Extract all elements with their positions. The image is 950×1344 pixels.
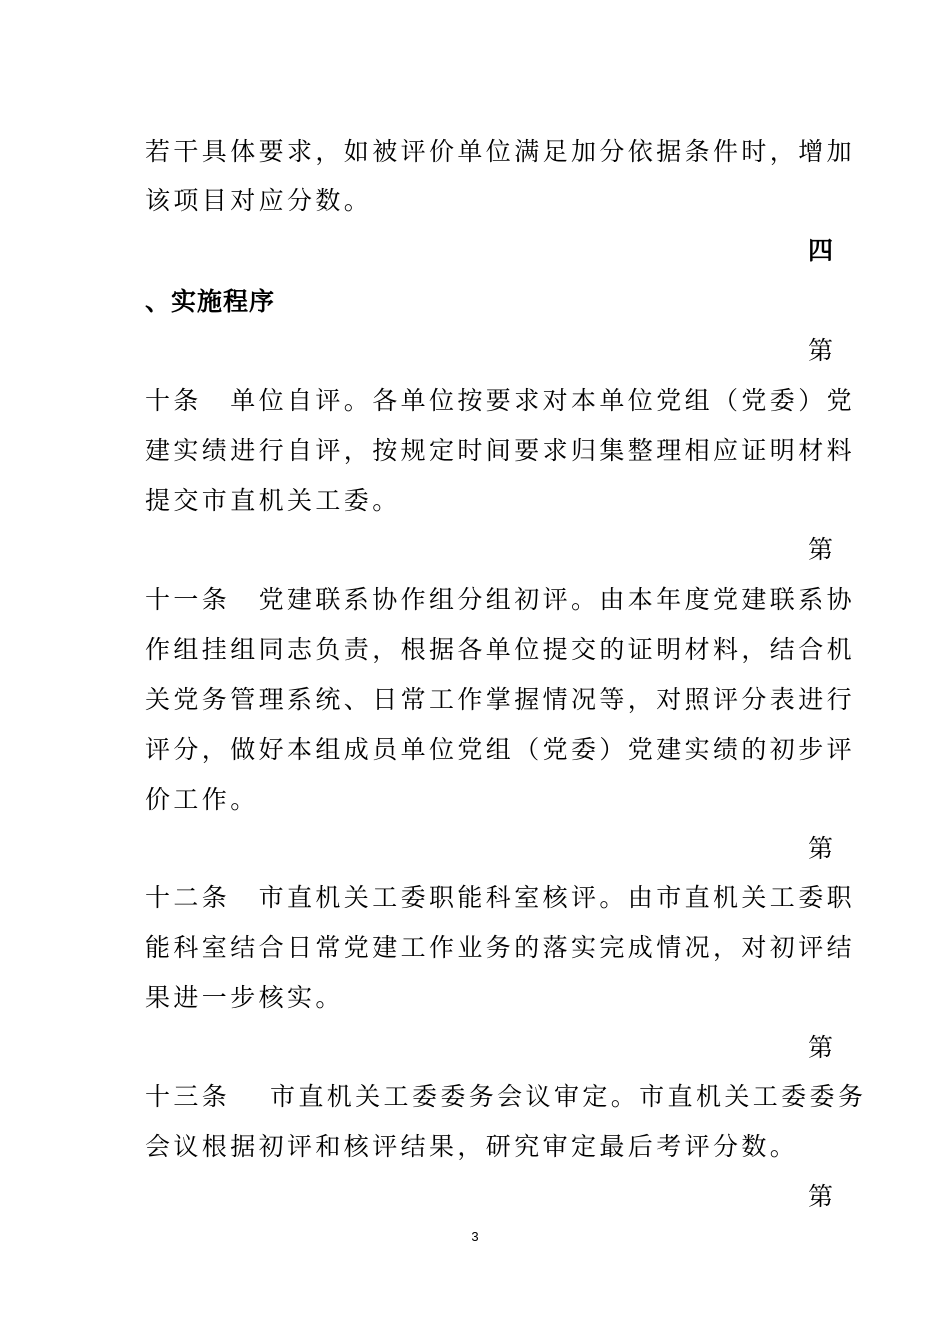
article-prefix: 第 xyxy=(808,1033,834,1062)
paragraph-line: 若干具体要求，如被评价单位满足加分依据条件时，增加 xyxy=(145,137,856,166)
page-number: 3 xyxy=(471,1229,479,1244)
paragraph-line: 关党务管理系统、日常工作掌握情况等，对照评分表进行 xyxy=(145,685,856,714)
paragraph-line: 果进一步核实。 xyxy=(145,983,344,1012)
paragraph-line: 十条 单位自评。各单位按要求对本单位党组（党委）党 xyxy=(145,386,856,415)
paragraph-line: 评分，做好本组成员单位党组（党委）党建实绩的初步评 xyxy=(145,735,856,764)
paragraph-line: 价工作。 xyxy=(145,785,259,814)
article-prefix: 第 xyxy=(808,834,834,863)
article-prefix: 第 xyxy=(808,336,834,365)
article-prefix: 第 xyxy=(808,535,834,564)
article-prefix: 第 xyxy=(808,1182,834,1211)
section-number: 四 xyxy=(808,236,835,265)
paragraph-line: 建实绩进行自评，按规定时间要求归集整理相应证明材料 xyxy=(145,436,856,465)
section-heading: 、实施程序 xyxy=(145,287,276,316)
paragraph-line: 十一条 党建联系协作组分组初评。由本年度党建联系协 xyxy=(145,585,856,614)
paragraph-line: 十三条 市直机关工委委务会议审定。市直机关工委委务 xyxy=(145,1082,867,1111)
paragraph-line: 十二条 市直机关工委职能科室核评。由市直机关工委职 xyxy=(145,883,856,912)
paragraph-line: 提交市直机关工委。 xyxy=(145,486,401,515)
paragraph-line: 会议根据初评和核评结果，研究审定最后考评分数。 xyxy=(145,1132,799,1161)
paragraph-line: 能科室结合日常党建工作业务的落实完成情况，对初评结 xyxy=(145,933,856,962)
paragraph-line: 该项目对应分数。 xyxy=(145,186,373,215)
paragraph-line: 作组挂组同志负责，根据各单位提交的证明材料，结合机 xyxy=(145,635,856,664)
